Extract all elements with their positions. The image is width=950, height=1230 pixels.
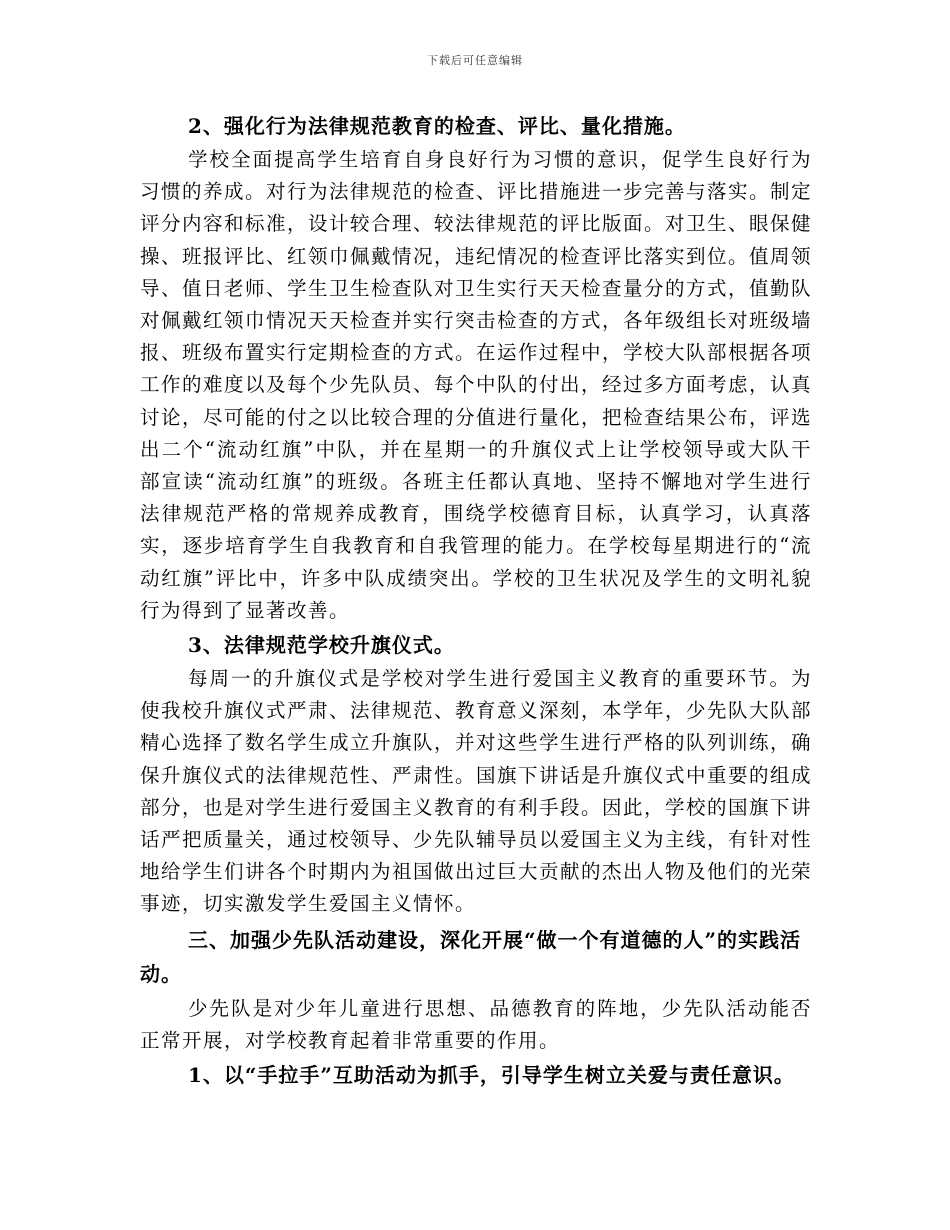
section-heading-3: 3、法律规范学校升旗仪式。 bbox=[188, 633, 455, 658]
section-heading-part-three: 三、加强少先队活动建设，深化开展“做一个有道德的人”的实践活动。 bbox=[140, 927, 802, 986]
section-heading-1: 1、以“手拉手”互助活动为抓手，引导学生树立关爱与责任意识。 bbox=[188, 1063, 795, 1088]
paragraph-young-pioneers: 少先队是对少年儿童进行思想、品德教育的阵地，少先队活动能否正常开展，对学校教育起着非常重要的作用。 bbox=[140, 996, 812, 1052]
document-body bbox=[140, 110, 812, 1093]
paragraph-flag-ceremony: 每周一的升旗仪式是学校对学生进行爱国主义教育的重要环节。为使我校升旗仪式严肃、法律规范、教育意义深刻，本学年，少先队大队部精心选择了数名学生成立升旗队，并对这些学生进行严格的队列训练，确保升旗仪式的法律规范性、严肃性。国旗下讲话是升旗仪式中重要的组成部分，也是对学生进行爱国主义教育的有利手段。因此，学校的国旗下讲话严把质量关，通过校领导、少先队辅导员以爱国主义为主线，有针对性地给学生们讲各个时期内为祖国做出过巨大贡献的杰出人物及他们的光荣事迹，切实激发学生爱国主义情怀。 bbox=[140, 667, 813, 916]
section-heading-2: 2、强化行为法律规范教育的检查、评比、量化措施。 bbox=[188, 114, 686, 138]
page-header: 下载后可任意编辑 bbox=[427, 54, 523, 67]
paragraph-inspection: 学校全面提高学生培育自身良好行为习惯的意识，促学生良好行为习惯的养成。对行为法律规范的检查、评比措施进一步完善与落实。制定评分内容和标准，设计较合理、较法律规范的评比版面。对卫生、眼保健操、班报评比、红领巾佩戴情况，违纪情况的检查评比落实到位。值周领导、值日老师、学生卫生检查队对卫生实行天天检查量分的方式，值勤队对佩戴红领巾情况天天检查并实行突击检查的方式，各年级组长对班级墙报、班级布置实行定期检查的方式。在运作过程中，学校大队部根据各项工作的难度以及每个少先队员、每个中队的付出，经过多方面考虑，认真讨论，尽可能的付之以比较合理的分值进行量化，把检查结果公布，评选出二个“流动红旗”中队，并在星期一的升旗仪式上让学校领导或大队干部宣读“流动红旗”的班级。各班主任都认真地、坚持不懈地对学生进行法律规范严格的常规养成教育，围绕学校德育目标，认真学习，认真落实，逐步培育学生自我教育和自我管理的能力。在学校每星期进行的“流动红旗”评比中，许多中队成绩突出。学校的卫生状况及学生的文明礼貌行为得到了显著改善。 bbox=[140, 148, 813, 622]
